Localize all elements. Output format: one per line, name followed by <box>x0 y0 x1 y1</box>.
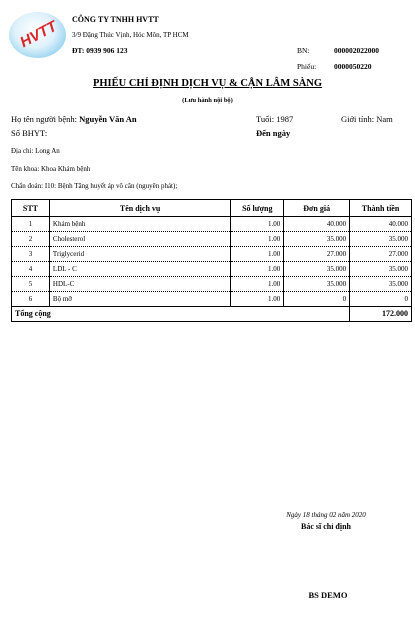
row-service-name: Khám bệnh <box>49 217 230 232</box>
page-subtitle: (Lưu hành nội bộ) <box>182 97 233 104</box>
row-quantity: 1.00 <box>231 262 284 277</box>
row-unit-price: 0 <box>284 292 350 307</box>
header-total: Thành tiền <box>350 200 412 217</box>
row-total: 35.000 <box>350 262 412 277</box>
company-address: 3/9 Đặng Thúc Vịnh, Hóc Môn, TP HCM <box>72 31 189 39</box>
table-row <box>12 277 412 292</box>
row-service-name: Cholesterol <box>49 232 230 247</box>
row-stt: 5 <box>12 277 50 292</box>
patient-name-row <box>11 114 137 124</box>
row-unit-price: 40.000 <box>284 217 350 232</box>
phieu-value: 0000050220 <box>334 62 372 71</box>
patient-address-label: Địa chỉ: <box>11 147 34 155</box>
table-row <box>12 262 412 277</box>
table-row <box>12 232 412 247</box>
patient-age-row <box>256 114 293 124</box>
row-quantity: 1.00 <box>231 217 284 232</box>
patient-gender-row <box>341 114 393 124</box>
table-row <box>12 217 412 232</box>
company-phone: ĐT: 0939 906 123 <box>72 46 128 55</box>
row-unit-price: 35.000 <box>284 262 350 277</box>
row-service-name: HDL-C <box>49 277 230 292</box>
row-stt: 6 <box>12 292 50 307</box>
patient-gender-label: Giới tính: <box>341 114 375 124</box>
signature-date: Ngày 18 tháng 02 năm 2020 <box>286 511 366 519</box>
patient-gender: Nam <box>376 114 393 124</box>
row-total: 40.000 <box>350 217 412 232</box>
table-header-row <box>12 200 412 217</box>
row-quantity: 1.00 <box>231 292 284 307</box>
row-total: 35.000 <box>350 232 412 247</box>
table-row <box>12 247 412 262</box>
patient-name: Nguyễn Văn An <box>79 114 137 124</box>
row-stt: 4 <box>12 262 50 277</box>
department: Khoa Khám bệnh <box>40 165 91 173</box>
row-service-name: Triglycerid <box>49 247 230 262</box>
company-name: CÔNG TY TNHH HVTT <box>72 15 159 24</box>
doctor-name: BS DEMO <box>308 590 348 600</box>
row-quantity: 1.00 <box>231 247 284 262</box>
department-label: Tên khoa: <box>11 165 40 173</box>
diagnosis-label: Chẩn đoán: <box>11 182 44 190</box>
row-total: 27.000 <box>350 247 412 262</box>
row-unit-price: 27.000 <box>284 247 350 262</box>
row-stt: 3 <box>12 247 50 262</box>
row-total: 0 <box>350 292 412 307</box>
signature-role: Bác sĩ chỉ định <box>300 522 351 531</box>
header-service-name: Tên dịch vụ <box>49 200 230 217</box>
row-service-name: LDL - C <box>49 262 230 277</box>
patient-age-label: Tuổi: <box>256 114 275 124</box>
row-service-name: Bộ mỡ <box>49 292 230 307</box>
table-row <box>12 292 412 307</box>
patient-age: 1987 <box>276 114 294 124</box>
row-unit-price: 35.000 <box>284 232 350 247</box>
phieu-label: Phiếu: <box>297 62 317 71</box>
header-stt: STT <box>12 200 50 217</box>
hvtt-company-logo-icon <box>9 12 66 58</box>
row-stt: 1 <box>12 217 50 232</box>
header-quantity: Số lượng <box>231 200 284 217</box>
row-unit-price: 35.000 <box>284 277 350 292</box>
department-row <box>11 165 90 173</box>
logo-text: HVTT <box>17 17 60 52</box>
bn-value: 000002022000 <box>334 46 379 55</box>
services-table <box>11 199 412 322</box>
header-unit-price: Đơn giá <box>284 200 350 217</box>
bhyt-label: Số BHYT: <box>11 128 48 138</box>
den-ngay-label: Đến ngày <box>256 128 291 138</box>
row-stt: 2 <box>12 232 50 247</box>
row-quantity: 1.00 <box>231 277 284 292</box>
page-title: PHIẾU CHỈ ĐỊNH DỊCH VỤ & CẬN LÂM SÀNG <box>92 78 323 89</box>
total-label: Tổng cộng <box>12 307 350 322</box>
patient-address-row <box>11 147 60 155</box>
diagnosis: I10: Bệnh Tăng huyết áp vô căn (nguyên phát); <box>44 182 178 190</box>
table-total-row <box>12 307 412 322</box>
patient-name-label: Họ tên người bệnh: <box>11 114 77 124</box>
diagnosis-row <box>11 182 177 190</box>
patient-address: Long An <box>35 147 60 155</box>
row-quantity: 1.00 <box>231 232 284 247</box>
row-total: 35.000 <box>350 277 412 292</box>
total-value: 172.000 <box>350 307 412 322</box>
bn-label: BN: <box>297 46 310 55</box>
